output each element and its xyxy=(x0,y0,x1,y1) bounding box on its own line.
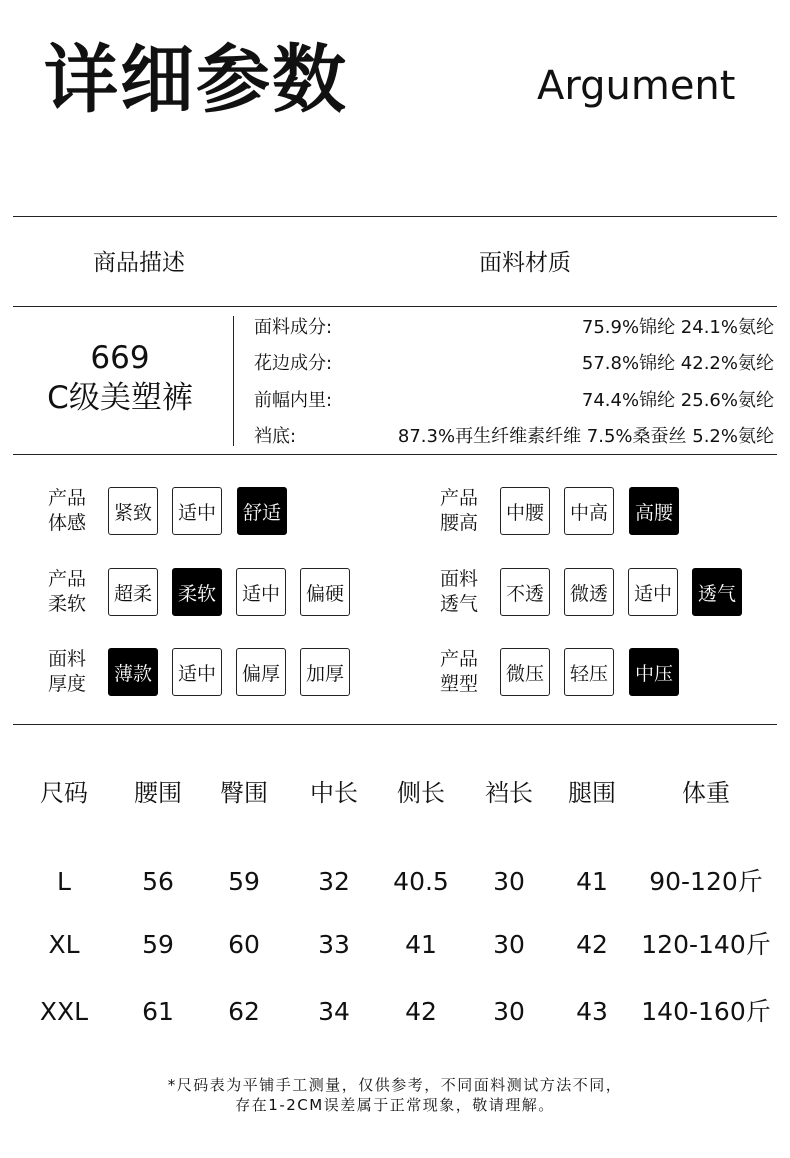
header-fabric-material: 面料材质 xyxy=(479,250,571,276)
option-breath-breathable: 透气 xyxy=(692,568,742,616)
fabric-label: 花边成分: xyxy=(254,353,333,374)
option-thick-extra: 加厚 xyxy=(300,648,350,696)
option-soft-firm: 偏硬 xyxy=(300,568,350,616)
attr-label-waist-height: 产品 腰高 xyxy=(440,487,479,534)
fabric-value: 74.4%锦纶 25.6%氨纶 xyxy=(581,390,774,411)
col-header-mid-length: 中长 xyxy=(310,779,358,807)
option-soft-super: 超柔 xyxy=(108,568,158,616)
col-header-side-length: 侧长 xyxy=(397,779,445,807)
table-cell: XL xyxy=(48,930,80,959)
divider xyxy=(13,216,777,217)
option-feel-tight: 紧致 xyxy=(108,487,158,535)
fabric-label: 裆底: xyxy=(254,426,297,447)
page-subtitle: Argument xyxy=(537,63,736,109)
table-cell: 42 xyxy=(405,997,437,1026)
attr-label-softness: 产品 柔软 xyxy=(48,568,87,615)
table-cell: 40.5 xyxy=(393,867,449,896)
fabric-value: 87.3%再生纤维素纤维 7.5%桑蚕丝 5.2%氨纶 xyxy=(397,426,774,447)
table-cell: 60 xyxy=(228,930,260,959)
header-product-description: 商品描述 xyxy=(93,250,185,276)
footnote-line-2: 存在1-2CM误差属于正常现象，敬请理解。 xyxy=(235,1096,555,1114)
table-cell: 61 xyxy=(142,997,174,1026)
fabric-value: 75.9%锦纶 24.1%氨纶 xyxy=(581,317,774,338)
option-feel-moderate: 适中 xyxy=(172,487,222,535)
divider xyxy=(13,724,777,725)
col-header-size: 尺码 xyxy=(40,779,88,807)
option-shape-medium: 中压 xyxy=(629,648,679,696)
table-cell: 30 xyxy=(493,930,525,959)
option-soft-soft: 柔软 xyxy=(172,568,222,616)
col-header-weight: 体重 xyxy=(682,779,730,807)
option-shape-light: 轻压 xyxy=(564,648,614,696)
attr-label-shaping: 产品 塑型 xyxy=(440,648,479,695)
page-title: 详细参数 xyxy=(44,37,348,123)
table-cell: 41 xyxy=(405,930,437,959)
option-shape-micro: 微压 xyxy=(500,648,550,696)
table-cell: 33 xyxy=(318,930,350,959)
option-thick-thicker: 偏厚 xyxy=(236,648,286,696)
table-cell: 90-120斤 xyxy=(649,867,763,896)
option-soft-moderate: 适中 xyxy=(236,568,286,616)
fabric-label: 前幅内里: xyxy=(254,390,333,411)
divider xyxy=(13,306,777,307)
table-cell: 42 xyxy=(576,930,608,959)
col-header-waist: 腰围 xyxy=(134,779,182,807)
option-breath-slight: 微透 xyxy=(564,568,614,616)
divider xyxy=(13,454,777,455)
col-header-hip: 臀围 xyxy=(220,779,268,807)
fabric-value: 57.8%锦纶 42.2%氨纶 xyxy=(581,353,774,374)
option-waist-mid: 中腰 xyxy=(500,487,550,535)
option-waist-mid-high: 中高 xyxy=(564,487,614,535)
table-cell: 56 xyxy=(142,867,174,896)
table-cell: 43 xyxy=(576,997,608,1026)
col-header-crotch-length: 裆长 xyxy=(485,779,533,807)
product-code: 669 xyxy=(90,340,150,376)
table-cell: XXL xyxy=(39,997,89,1026)
divider xyxy=(233,316,234,446)
option-feel-comfortable: 舒适 xyxy=(237,487,287,535)
table-cell: 34 xyxy=(318,997,350,1026)
option-breath-moderate: 适中 xyxy=(628,568,678,616)
table-cell: L xyxy=(57,867,71,896)
option-thick-thin: 薄款 xyxy=(108,648,158,696)
table-cell: 41 xyxy=(576,867,608,896)
table-cell: 59 xyxy=(142,930,174,959)
table-cell: 140-160斤 xyxy=(641,997,771,1026)
product-name: C级美塑裤 xyxy=(47,380,193,416)
table-cell: 30 xyxy=(493,867,525,896)
option-waist-high: 高腰 xyxy=(629,487,679,535)
table-cell: 120-140斤 xyxy=(641,930,771,959)
fabric-label: 面料成分: xyxy=(254,317,333,338)
table-cell: 32 xyxy=(318,867,350,896)
col-header-thigh: 腿围 xyxy=(568,779,616,807)
table-cell: 59 xyxy=(228,867,260,896)
footnote-line-1: *尺码表为平铺手工测量，仅供参考，不同面料测试方法不同， xyxy=(167,1076,623,1094)
attr-label-breathability: 面料 透气 xyxy=(440,568,479,615)
table-cell: 62 xyxy=(228,997,260,1026)
option-thick-moderate: 适中 xyxy=(172,648,222,696)
attr-label-thickness: 面料 厚度 xyxy=(48,648,87,695)
attr-label-feel: 产品 体感 xyxy=(48,487,87,534)
option-breath-none: 不透 xyxy=(500,568,550,616)
table-cell: 30 xyxy=(493,997,525,1026)
